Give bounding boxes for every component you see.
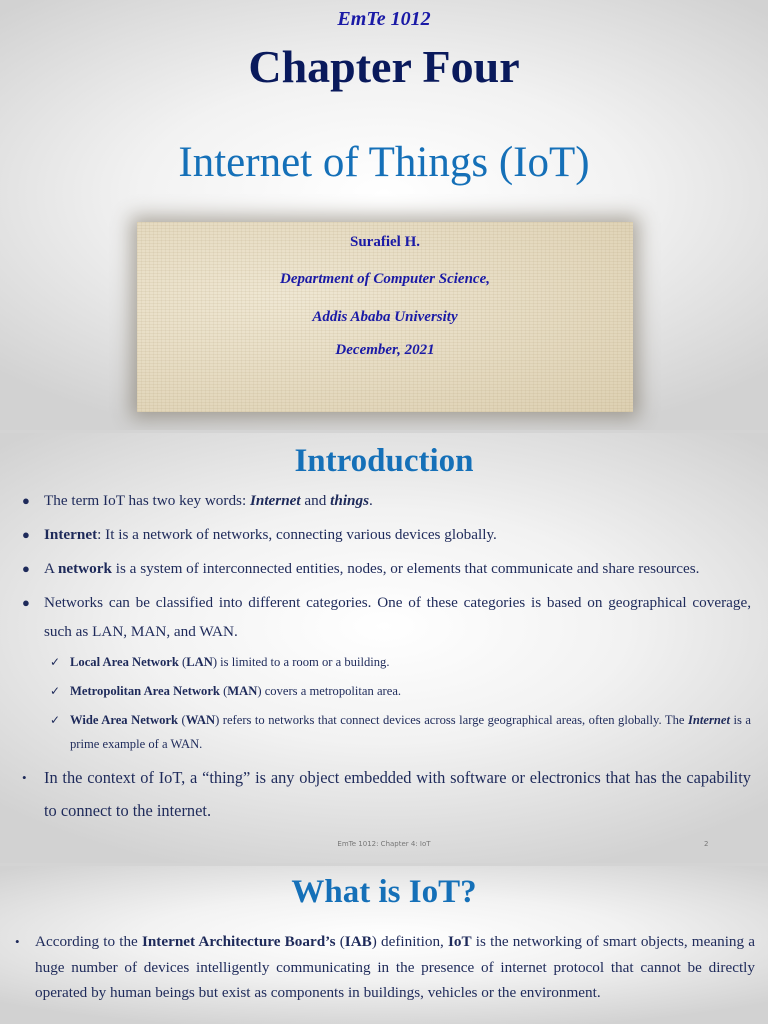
author-department: Department of Computer Science, [280,271,490,287]
sub-list-item: ✓ Local Area Network (LAN) is limited to a room or a building. [70,650,751,674]
list-item: ● A network is a system of interconnected entities, nodes, or elements that communicate and share resources. [44,554,751,583]
author-date: December, 2021 [335,342,435,358]
list-item: ● The term IoT has two key words: Internet and things. [44,486,751,515]
title-slide [0,0,768,430]
bullet-icon: • [15,934,20,949]
sub-list-item: ✓ Wide Area Network (WAN) refers to networks that connect devices across large geographical areas, often globally. The Internet is a prime example of a WAN. [70,708,751,756]
bullet-icon: ● [22,527,30,542]
author-card [137,222,633,412]
author-name: Surafiel H. [350,234,420,250]
what-is-iot-slide [0,866,768,1024]
author-university: Addis Ababa University [312,309,458,325]
slide-heading: What is IoT? [291,874,477,910]
bullet-icon: ● [22,561,30,576]
sub-list-item: ✓ Metropolitan Area Network (MAN) covers a metropolitan area. [70,679,751,703]
introduction-slide [0,433,768,863]
bullet-icon: • [22,770,27,785]
page-number: 2 [704,840,709,848]
list-item: • In the context of IoT, a “thing” is any object embedded with software or electronics that has the capability to connect to the internet. [44,761,751,827]
checkmark-icon: ✓ [50,655,61,669]
checkmark-icon: ✓ [50,713,61,727]
chapter-title: Chapter Four [248,41,520,92]
slide-heading: Introduction [294,443,474,479]
checkmark-icon: ✓ [50,684,61,698]
list-item: ● Internet: It is a network of networks, connecting various devices globally. [44,520,751,549]
bullet-icon: ● [22,493,30,508]
slide-footer: EmTe 1012: Chapter 4: IoT [337,840,431,848]
slide-subtitle: Internet of Things (IoT) [178,139,590,186]
course-code: EmTe 1012 [337,8,431,30]
list-item: • According to the Internet Architecture Board’s (IAB) definition, IoT is the networking of smart objects, meaning a huge number of devices intelligently communicating in the presence of internet protocol that cannot be directly operated by human beings but exist as components in buildings, vehicles or the environment. [35,929,755,1006]
list-item: ● Networks can be classified into different categories. One of these categories is based on geographical coverage, such as LAN, MAN, and WAN. [44,588,751,646]
bullet-icon: ● [22,595,30,610]
